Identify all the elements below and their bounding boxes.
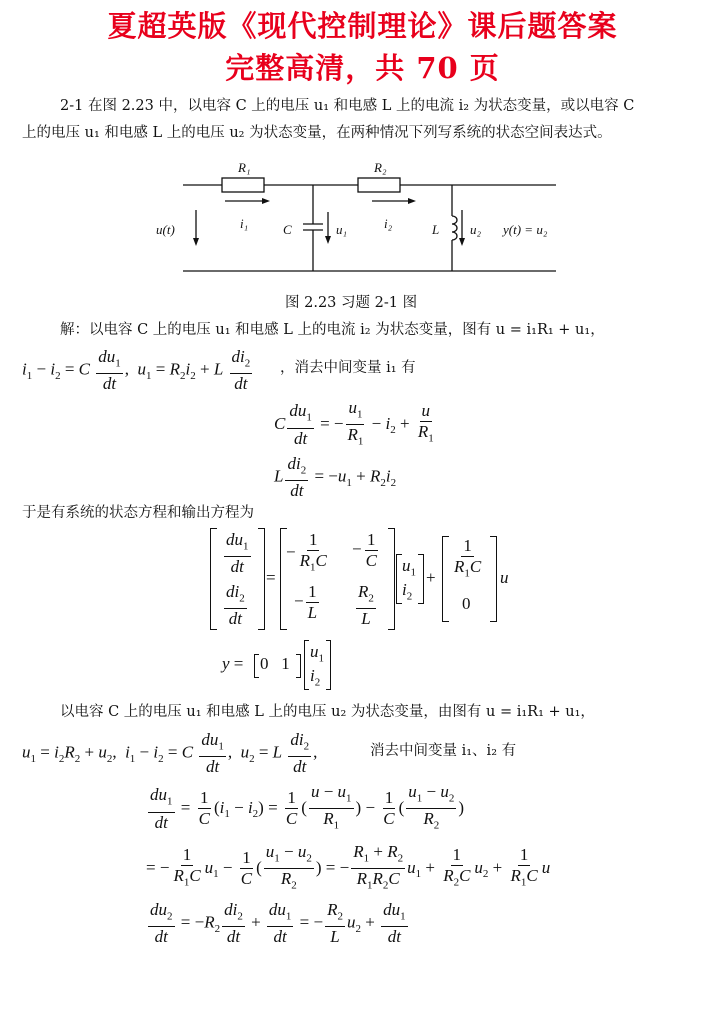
label-ut: u(t) [156, 222, 175, 237]
eq-case2-du2: $\frac{du_2}{dt}$ = $-R_2$ $\frac{di_2}{dt}$ + $\frac{du_1}{dt}$ = − $\frac{R_2}{L}$ $u_2$ + $\frac{du_1}{dt}$ [150, 900, 406, 947]
label-i1: i₁ [240, 216, 249, 231]
label-u1: u₁ [336, 222, 348, 237]
label-r2: R₂ [374, 160, 387, 175]
state-output-intro: 于是有系统的状态方程和输出方程为 [22, 505, 254, 521]
banner-title-line2: 完整高清，共 70 页 [225, 51, 500, 85]
eq-case2-expanded: = − $\frac{1}{R_1C}$ $u_1$ − $\frac{1}{C}$ ( $\frac{u_1 - u_2}{R_2}$ ) = − $\frac{R_1 + R_2}{R_1R_2C}$ $u_1$ + $\frac{1}{R_2C}$ $u_2$ + $\frac{1}{R_1C}$ u [146, 842, 551, 892]
resistor-r2 [358, 178, 400, 192]
problem-line2: 上的电压 u₁ 和电感 L 上的电压 u₂ 为状态变量，在两种情况下列写系统的状态空间表达式。 [22, 125, 612, 141]
eq-case2-du1: $\frac{du_1}{dt}$ = $\frac{1}{C}$ $(i_1 - i_2)$ = $\frac{1}{C}$ ( $\frac{u - u_1}{R_1}$ ) − $\frac{1}{C}$ ( $\frac{u_1 - u_2}{R_2}$ ) [150, 782, 465, 832]
problem-line1: 2-1 在图 2.23 中，以电容 C 上的电压 u₁ 和电感 L 上的电流 i₂ 为状态变量，或以电容 C [60, 98, 635, 114]
figure-caption: 图 2.23 习题 2-1 图 [285, 295, 418, 311]
eq-du1: C $\frac{du_1}{dt}$ = − $\frac{u_1}{R_1}$ − $i_2$ + $\frac{u}{R_1}$ [274, 398, 434, 448]
eq-case2-relations: $u_1 = i_2R_2 + u_2$, $i_1 - i_2 = C$ $\frac{du_1}{dt}$ , $u_2 = L$ $\frac{di_2}{dt}$ , [22, 730, 318, 777]
case2-intro: 以电容 C 上的电压 u₁ 和电感 L 上的电压 u₂ 为状态变量，由图有 u = i₁R₁ + u₁， [60, 704, 595, 720]
label-u2: u₂ [470, 222, 482, 237]
label-r1: R₁ [238, 160, 251, 175]
label-c: C [283, 222, 292, 237]
resistor-r1 [222, 178, 264, 192]
banner-title-line1: 夏超英版《现代控制理论》课后题答案 [107, 9, 618, 43]
label-l: L [432, 222, 440, 237]
label-yt: y(t) = u₂ [503, 222, 548, 237]
output-equation: y = 0 1 $u_1$ $i_2$ [222, 640, 342, 692]
eliminate-note-2: 消去中间变量 i₁、i₂ 有 [370, 743, 517, 759]
state-equation-matrix: $\frac{du_1}{dt}$ $\frac{di_2}{dt}$ = − $\frac{1}{R_1C}$ − $\frac{1}{C}$ − $\frac{1}{L}$ $\frac{R_2}{L}$ $u_1$ $i_2$ + $\frac{1}{R_1C}$ 0 u [210, 528, 510, 630]
label-i2: i₂ [384, 216, 393, 231]
eliminate-note-1: ，消去中间变量 i₁ 有 [280, 360, 416, 376]
eq-line-1: $i_1 - i_2 = C$ $\frac{du_1}{dt}$ , $u_1 = R_2i_2 + L$ $\frac{di_2}{dt}$ [22, 347, 251, 394]
solution-intro: 解：以电容 C 上的电压 u₁ 和电感 L 上的电流 i₂ 为状态变量，图有 u = i₁R₁ + u₁， [60, 322, 605, 338]
eq-di2: L $\frac{di_2}{dt}$ = $-u_1 + R_2i_2$ [274, 454, 397, 501]
